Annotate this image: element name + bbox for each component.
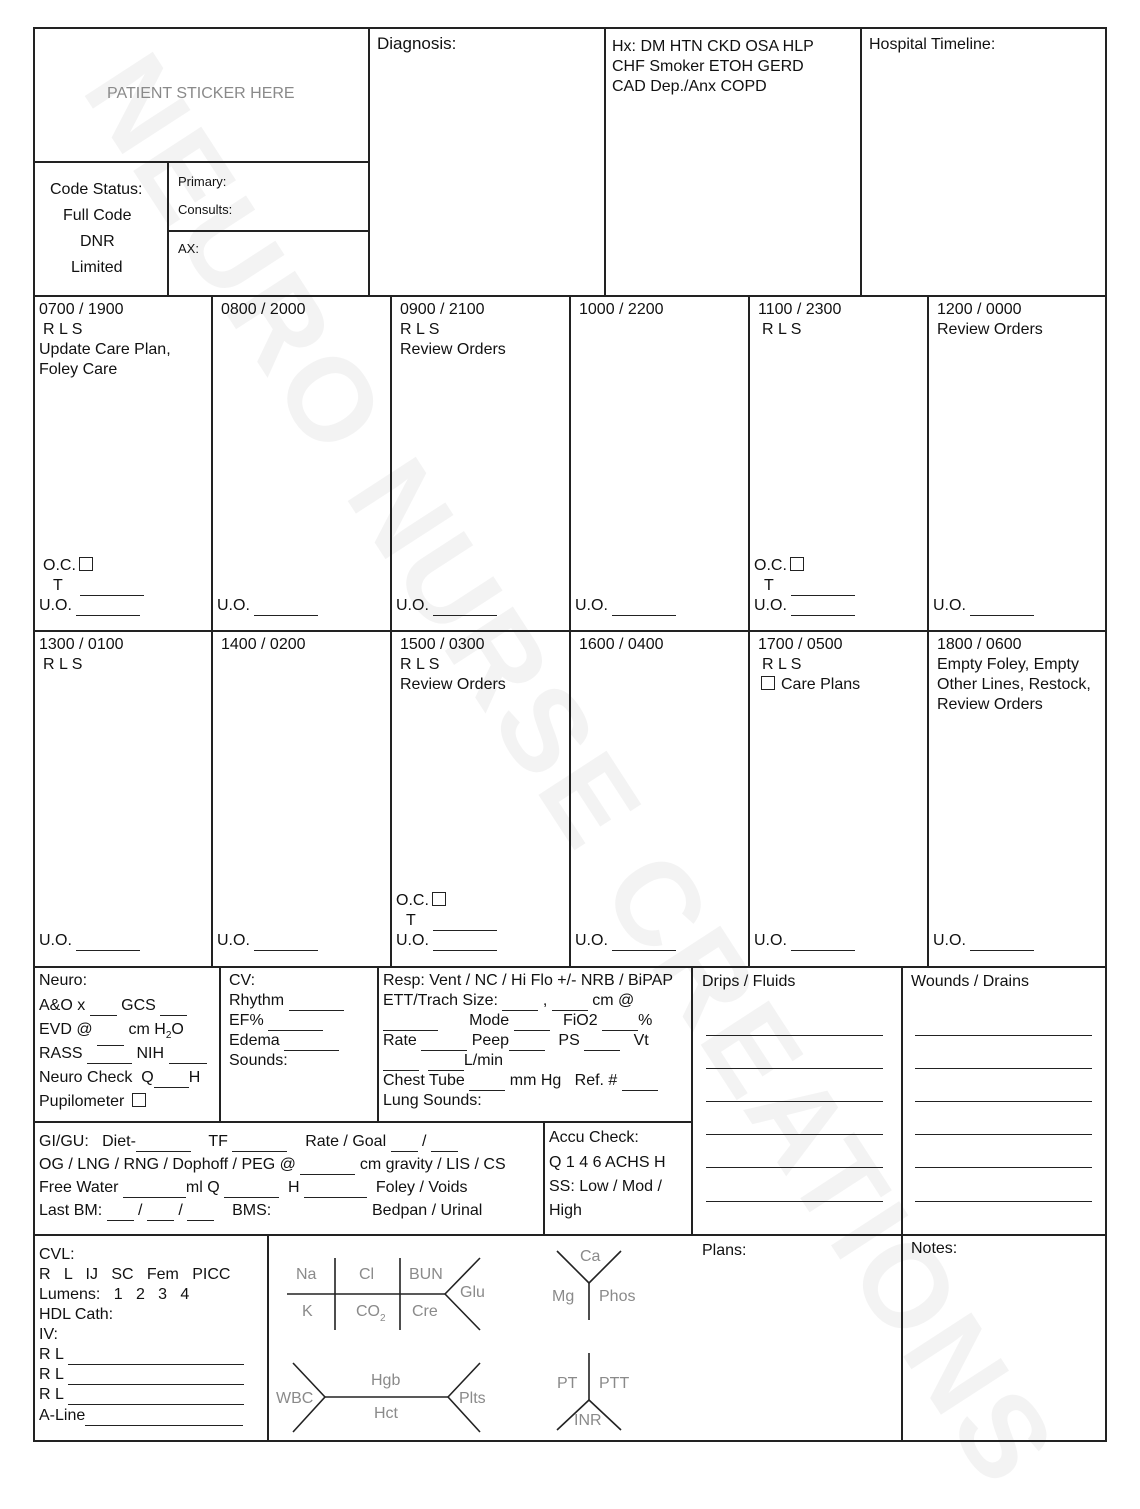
temp-label: T bbox=[406, 912, 416, 929]
cbc-plts: Plts bbox=[459, 1390, 486, 1407]
neuro-ao-gcs: A&O x GCS bbox=[39, 996, 187, 1016]
gi-tube-line: OG / LNG / RNG / Dophoff / PEG @ cm gravity / LIS / CS bbox=[39, 1156, 506, 1173]
notes-label: Notes: bbox=[911, 1240, 958, 1257]
hour-task: Review Orders bbox=[400, 676, 506, 693]
hour-time-1000/2200: 1000 / 2200 bbox=[579, 301, 664, 318]
bmp-glu: Glu bbox=[460, 1284, 485, 1301]
hour-time-0900/2100: 0900 / 2100 bbox=[400, 301, 485, 318]
cvl-iv: IV: bbox=[39, 1326, 58, 1343]
hour-task: Foley Care bbox=[39, 361, 118, 378]
cvl-title: CVL: bbox=[39, 1246, 75, 1263]
code-status-label: Code Status: bbox=[50, 181, 143, 198]
accu-line-3: SS: Low / Mod / bbox=[549, 1178, 662, 1195]
hour-task: Review Orders bbox=[400, 341, 506, 358]
gi-free-water-line: Free Water ml Q H Foley / Voids bbox=[39, 1179, 468, 1196]
uo-label: U.O. bbox=[933, 597, 966, 614]
hour-time-1500/0300: 1500 / 0300 bbox=[400, 636, 485, 653]
cv-sounds: Sounds: bbox=[229, 1052, 288, 1069]
temp-label: T bbox=[764, 577, 774, 594]
hour-task: R L S bbox=[43, 656, 83, 673]
hour-task: Review Orders bbox=[937, 696, 1043, 713]
lab-phos: Phos bbox=[599, 1288, 636, 1305]
resp-chest-tube: Chest Tube mm Hg Ref. # bbox=[383, 1071, 658, 1091]
bmp-co2: $CO_2$ bbox=[356, 1303, 386, 1324]
wounds-drains-label: Wounds / Drains bbox=[911, 973, 1029, 990]
neuro-evd: EVD @ cm $H_2O$ bbox=[39, 1020, 184, 1046]
patient-sticker-area: PATIENT STICKER HERE bbox=[107, 85, 295, 102]
primary-label: Primary: bbox=[178, 174, 227, 189]
cvl-lumens: Lumens: 1 2 3 4 bbox=[39, 1286, 190, 1303]
hour-time-1800/0600: 1800 / 0600 bbox=[937, 636, 1022, 653]
ax-label: AX: bbox=[178, 241, 199, 256]
iv-line-3: R L bbox=[39, 1385, 244, 1405]
consults-label: Consults: bbox=[178, 202, 233, 217]
uo-label: U.O. bbox=[575, 597, 608, 614]
hospital-timeline-label: Hospital Timeline: bbox=[869, 36, 996, 53]
coag-ptt: PTT bbox=[599, 1375, 630, 1392]
hour-task: R L S bbox=[762, 321, 802, 338]
cvl-hdl-cath: HDL Cath: bbox=[39, 1306, 114, 1323]
hour-time-1100/2300: 1100 / 2300 bbox=[758, 301, 842, 318]
a-line: A-Line bbox=[39, 1406, 243, 1426]
hour-task: Other Lines, Restock, bbox=[937, 676, 1091, 693]
cv-edema: Edema bbox=[229, 1031, 339, 1051]
hour-time-0800/2000: 0800 / 2000 bbox=[221, 301, 306, 318]
history-line-3: CAD Dep./Anx COPD bbox=[612, 78, 767, 95]
oc-label: O.C. bbox=[43, 557, 76, 574]
accu-line-4: High bbox=[549, 1202, 582, 1219]
neuro-pupilometer: Pupilometer bbox=[39, 1092, 146, 1112]
oc-label: O.C. bbox=[396, 892, 429, 909]
gi-bedpan-urinal: Bedpan / Urinal bbox=[372, 1202, 483, 1219]
resp-lung-sounds: Lung Sounds: bbox=[383, 1092, 482, 1109]
hour-task: R L S bbox=[400, 656, 440, 673]
hour-task: R L S bbox=[762, 656, 802, 673]
code-status-limited: Limited bbox=[71, 259, 123, 276]
hour-time-1200/0000: 1200 / 0000 bbox=[937, 301, 1022, 318]
neuro-title: Neuro: bbox=[39, 972, 88, 989]
plans-label: Plans: bbox=[702, 1242, 747, 1259]
uo-label: U.O. bbox=[39, 597, 72, 614]
neuro-rass-nih: RASS NIH bbox=[39, 1044, 207, 1064]
resp-mode-fio2: Mode FiO2 % bbox=[383, 1011, 652, 1031]
resp-title: Resp: Vent / NC / Hi Flo +/- NRB / BiPAP bbox=[383, 972, 674, 989]
uo-label: U.O. bbox=[754, 932, 787, 949]
iv-line-2: R L bbox=[39, 1365, 244, 1385]
coag-inr: INR bbox=[574, 1412, 602, 1429]
uo-label: U.O. bbox=[217, 597, 250, 614]
bmp-na: Na bbox=[296, 1266, 317, 1283]
hour-task: R L S bbox=[400, 321, 440, 338]
resp-lmin: L/min bbox=[383, 1051, 503, 1071]
iv-line-1: R L bbox=[39, 1345, 244, 1365]
accu-line-2: Q 1 4 6 ACHS H bbox=[549, 1154, 666, 1171]
uo-label: U.O. bbox=[754, 597, 787, 614]
uo-label: U.O. bbox=[396, 932, 429, 949]
neuro-check: Neuro Check Q H bbox=[39, 1069, 201, 1086]
uo-label: U.O. bbox=[933, 932, 966, 949]
resp-rate-peep: Rate Peep PS Vt bbox=[383, 1032, 649, 1049]
cv-title: CV: bbox=[229, 972, 256, 989]
hour-task: Empty Foley, Empty bbox=[937, 656, 1079, 673]
oc-label: O.C. bbox=[754, 557, 787, 574]
uo-label: U.O. bbox=[217, 932, 250, 949]
temp-label: T bbox=[53, 577, 63, 594]
history-line-1: Hx: DM HTN CKD OSA HLP bbox=[612, 38, 814, 55]
hour-task: Update Care Plan, bbox=[39, 341, 171, 358]
cbc-hgb: Hgb bbox=[371, 1372, 401, 1389]
uo-label: U.O. bbox=[39, 932, 72, 949]
care-plans-label: Care Plans bbox=[781, 676, 861, 693]
hour-time-1400/0200: 1400 / 0200 bbox=[221, 636, 306, 653]
coag-pt: PT bbox=[557, 1375, 578, 1392]
hour-time-1700/0500: 1700 / 0500 bbox=[758, 636, 843, 653]
gi-last-bm-line: Last BM: / / BMS: bbox=[39, 1202, 272, 1219]
hour-time-0700/1900: 0700 / 1900 bbox=[39, 301, 124, 318]
gi-diet-line: GI/GU: Diet- TF Rate / Goal / bbox=[39, 1132, 458, 1152]
hour-task: Review Orders bbox=[937, 321, 1043, 338]
bmp-bun: BUN bbox=[409, 1266, 443, 1283]
bmp-cre: Cre bbox=[412, 1303, 438, 1320]
lab-mg: Mg bbox=[552, 1288, 575, 1305]
history-line-2: CHF Smoker ETOH GERD bbox=[612, 58, 804, 75]
code-status-dnr: DNR bbox=[80, 233, 115, 250]
hour-task: R L S bbox=[43, 321, 83, 338]
cbc-hct: Hct bbox=[374, 1405, 398, 1422]
cbc-wbc: WBC bbox=[276, 1390, 314, 1407]
diagnosis-label: Diagnosis: bbox=[377, 34, 457, 53]
resp-ett: ETT/Trach Size: , cm @ bbox=[383, 992, 635, 1009]
uo-label: U.O. bbox=[575, 932, 608, 949]
uo-label: U.O. bbox=[396, 597, 429, 614]
hour-time-1300/0100: 1300 / 0100 bbox=[39, 636, 124, 653]
accu-line-1: Accu Check: bbox=[549, 1129, 639, 1146]
lab-ca: Ca bbox=[580, 1248, 601, 1265]
drips-fluids-label: Drips / Fluids bbox=[702, 973, 796, 990]
bmp-k: K bbox=[302, 1303, 313, 1320]
hour-time-1600/0400: 1600 / 0400 bbox=[579, 636, 664, 653]
code-status-full-code: Full Code bbox=[63, 207, 132, 224]
cv-ef: EF% bbox=[229, 1011, 323, 1031]
bmp-cl: Cl bbox=[359, 1266, 375, 1283]
cvl-sites: R L IJ SC Fem PICC bbox=[39, 1266, 231, 1283]
cv-rhythm: Rhythm bbox=[229, 991, 344, 1011]
